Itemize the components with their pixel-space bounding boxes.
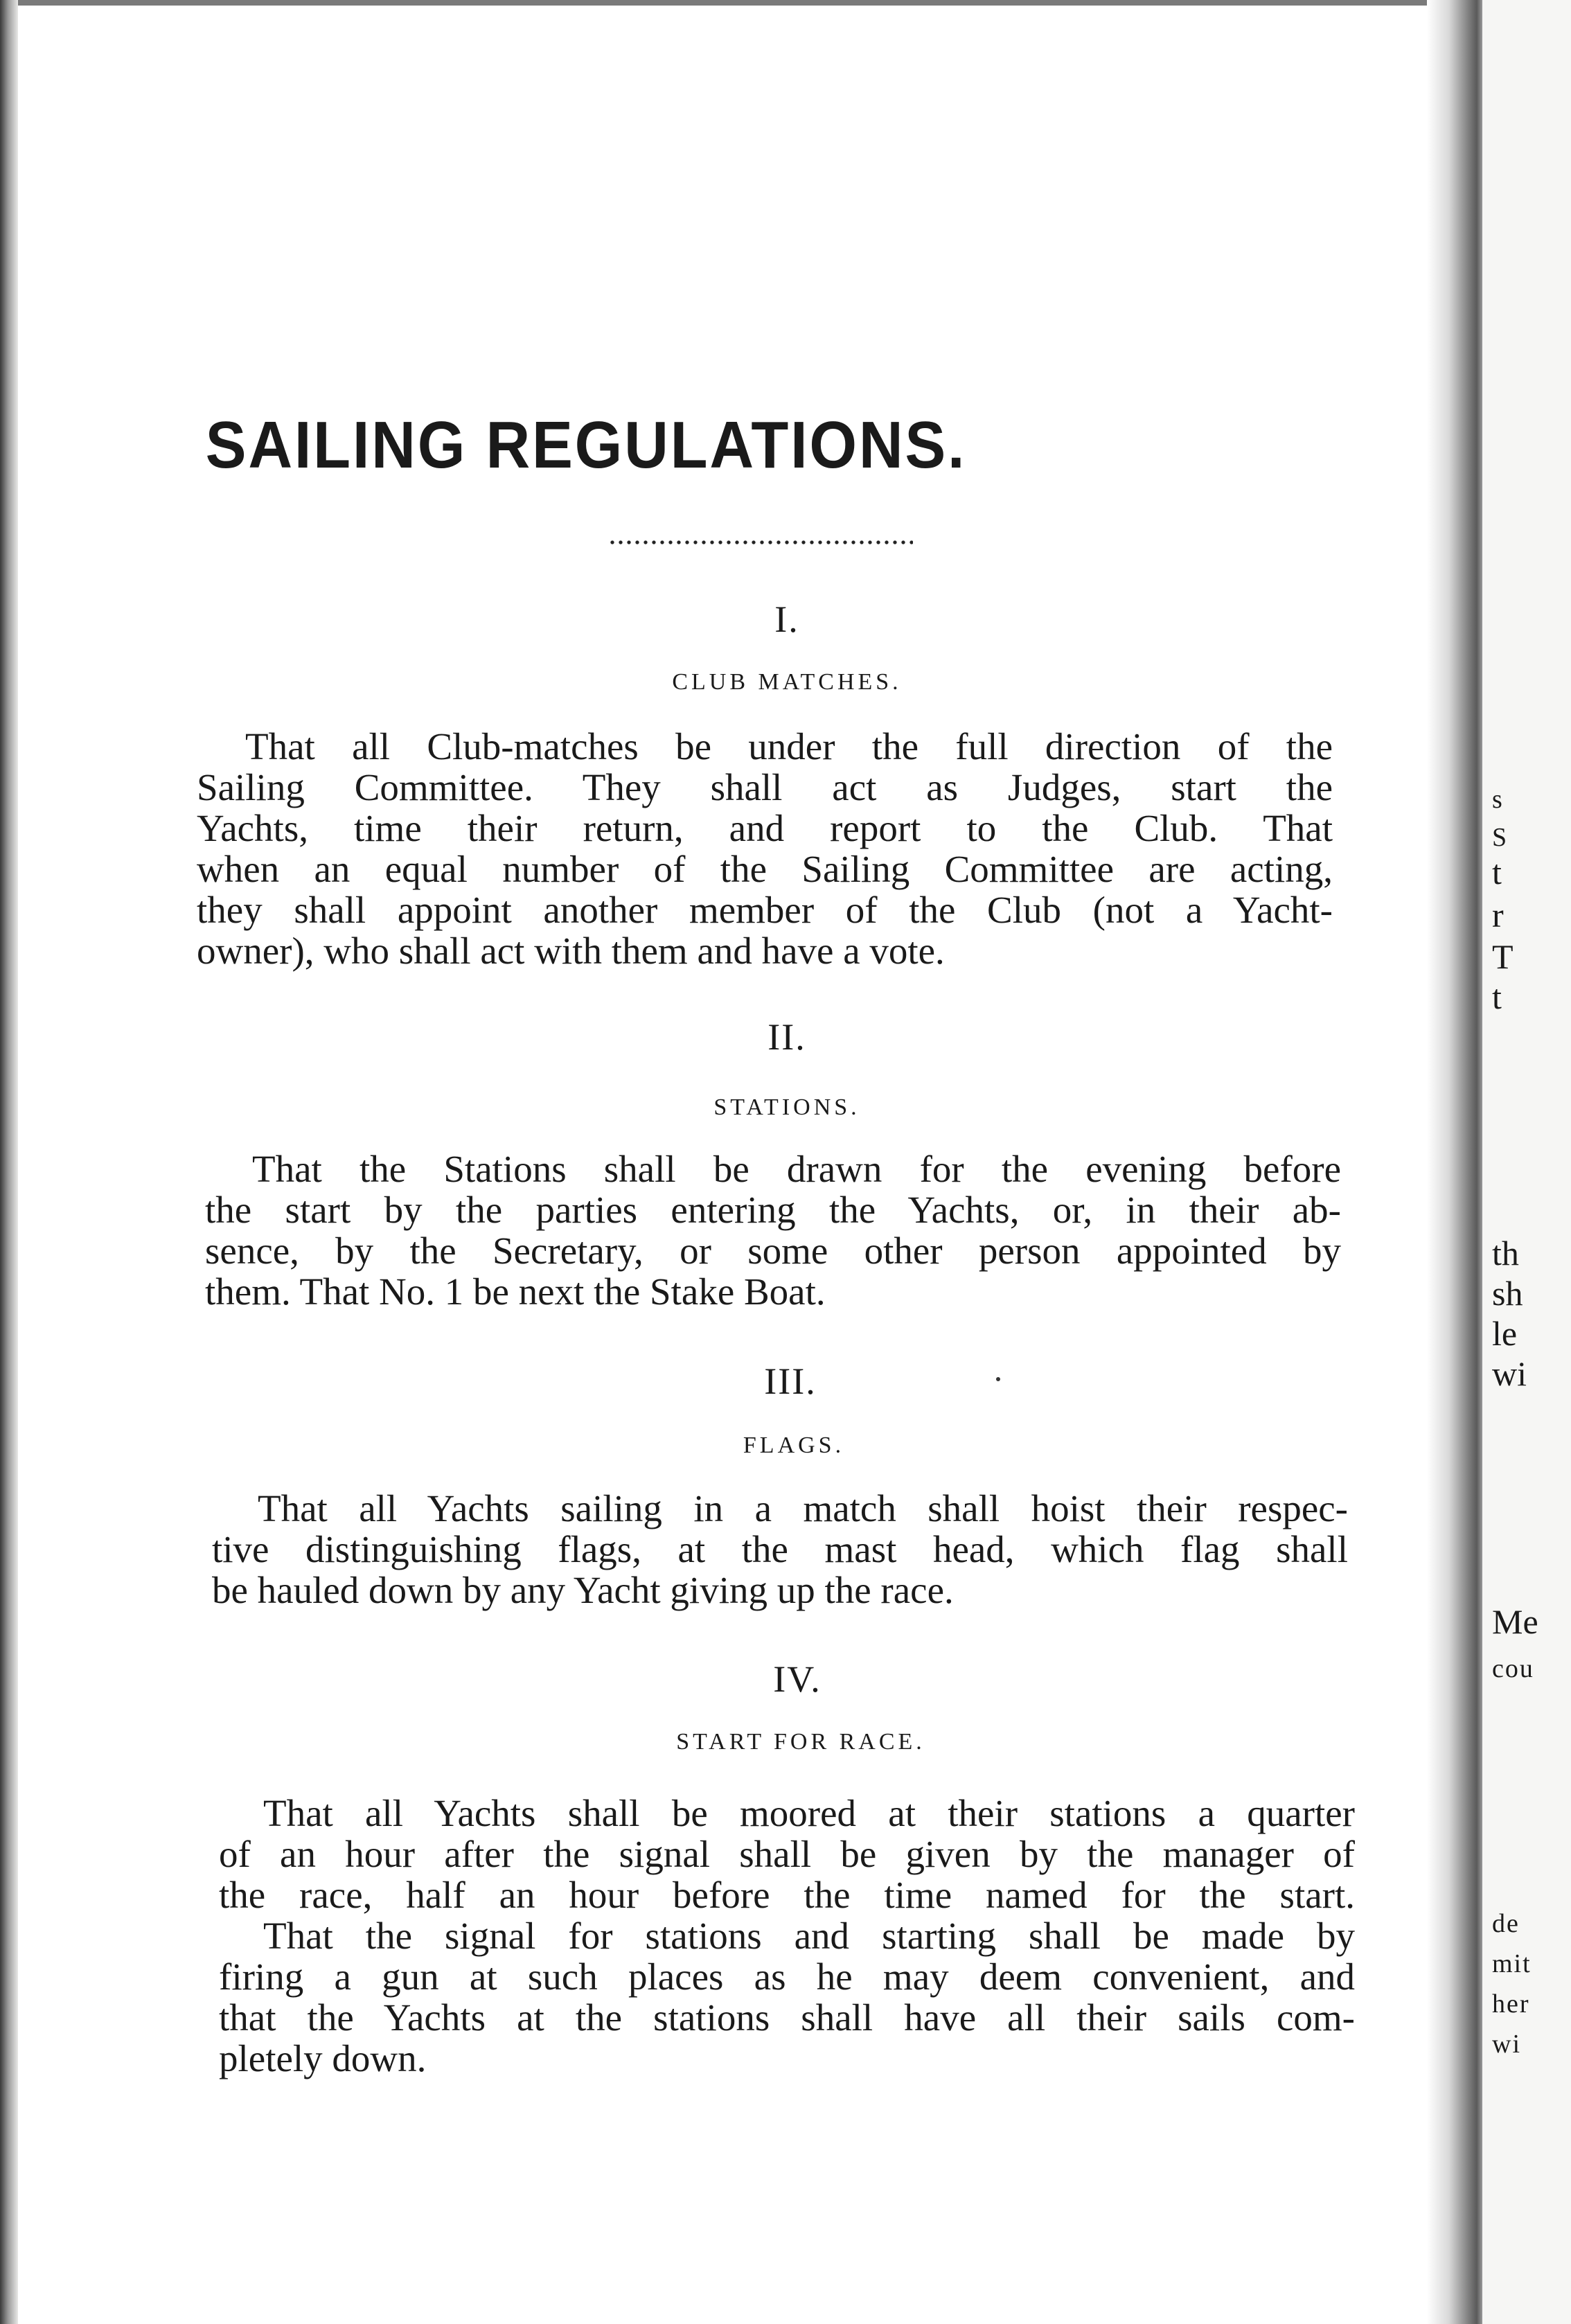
ornament-divider	[608, 538, 913, 547]
section-heading-flags: FLAGS.	[743, 1432, 845, 1458]
text-line: be hauled down by any Yacht giving up the race.	[212, 1569, 954, 1611]
text-line: tive distinguishing flags, at the mast head, which flag shall	[212, 1528, 1348, 1570]
facing-page-fragment: r	[1492, 896, 1504, 934]
facing-page-fragment: s	[1492, 785, 1504, 814]
text-line: them. That No. 1 be next the Stake Boat.	[205, 1270, 826, 1313]
section-text-start-for-race	[219, 1793, 1355, 2079]
section-text-stations	[205, 1148, 1341, 1312]
section-number-3: III.	[764, 1360, 817, 1402]
facing-page-edge	[1482, 0, 1571, 2324]
text-line: That all Yachts shall be moored at their stations a quarter	[263, 1792, 1355, 1834]
facing-page-fragment: t	[1492, 977, 1502, 1016]
facing-page-fragment: her	[1492, 1989, 1530, 2019]
facing-page-fragment: T	[1492, 937, 1514, 976]
facing-page-fragment: th	[1492, 1234, 1519, 1272]
section-number-4: IV.	[773, 1658, 822, 1700]
text-line: the race, half an hour before the time named for the start.	[219, 1874, 1355, 1916]
facing-page-fragment: de	[1492, 1909, 1520, 1938]
section-number-1: I.	[774, 598, 799, 640]
text-line: That the Stations shall be drawn for the evening before	[252, 1148, 1341, 1190]
page-title: SAILING REGULATIONS.	[205, 408, 967, 482]
section-heading-stations: STATIONS.	[713, 1094, 860, 1120]
facing-page-fragment: cou	[1492, 1654, 1534, 1683]
facing-page-fragment: t	[1492, 853, 1502, 892]
text-line: That all Club-matches be under the full direction of the	[245, 725, 1333, 768]
section-text-flags	[212, 1488, 1348, 1611]
document-page	[18, 6, 1441, 2324]
text-line: pletely down.	[219, 2037, 427, 2079]
text-line: That the signal for stations and starting shall be made by	[263, 1915, 1355, 1957]
text-line: the start by the parties entering the Yachts, or, in their ab-	[205, 1189, 1341, 1231]
scan-top-edge	[0, 0, 1571, 6]
text-line: sence, by the Secretary, or some other person appointed by	[205, 1230, 1341, 1272]
section-text-club-matches	[197, 726, 1333, 971]
text-line: that the Yachts at the stations shall have all their sails com-	[219, 1996, 1355, 2039]
print-speck	[996, 1377, 1000, 1381]
text-line: That all Yachts sailing in a match shall hoist their respec-	[258, 1487, 1348, 1529]
facing-page-fragment: S	[1492, 823, 1509, 852]
section-heading-club-matches: CLUB MATCHES.	[672, 669, 902, 695]
facing-page-fragment: sh	[1492, 1274, 1523, 1313]
facing-page-fragment: wi	[1492, 2030, 1521, 2059]
text-line: Yachts, time their return, and report to the Club. That	[197, 807, 1333, 849]
text-line: firing a gun at such places as he may deem convenient, and	[219, 1955, 1355, 1998]
text-line: owner), who shall act with them and have a vote.	[197, 930, 945, 972]
facing-page-fragment: mit	[1492, 1949, 1532, 1978]
text-line: they shall appoint another member of the Club (not a Yacht-	[197, 889, 1333, 931]
book-gutter-shadow	[1427, 0, 1482, 2324]
facing-page-fragment: Me	[1492, 1602, 1538, 1641]
facing-page-fragment: wi	[1492, 1354, 1527, 1393]
facing-page-fragment: le	[1492, 1314, 1518, 1353]
text-line: Sailing Committee. They shall act as Judges, start the	[197, 766, 1333, 808]
text-line: of an hour after the signal shall be given by the manager of	[219, 1833, 1355, 1875]
scan-left-edge	[0, 0, 18, 2324]
section-heading-start-for-race: START FOR RACE.	[676, 1729, 925, 1755]
text-line: when an equal number of the Sailing Committee are acting,	[197, 848, 1333, 890]
section-number-2: II.	[767, 1016, 806, 1058]
